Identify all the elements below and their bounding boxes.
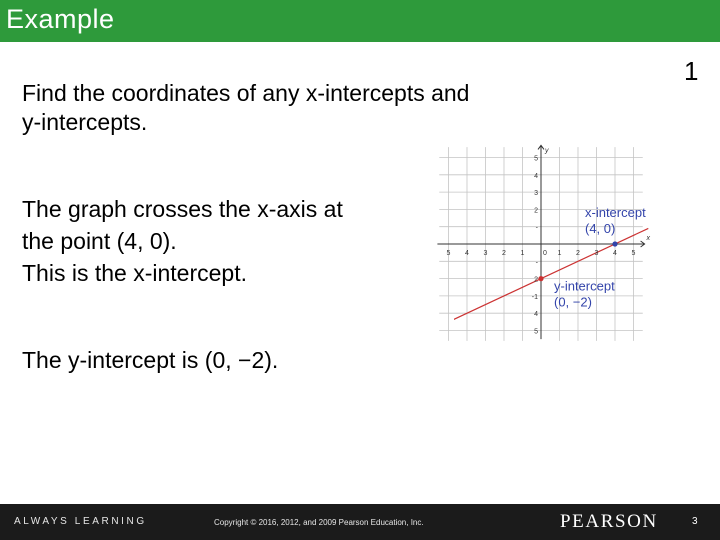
x-tick-label: 1: [520, 250, 525, 257]
y-tick-label: 2: [534, 276, 538, 284]
y-intercept-point: [538, 276, 543, 281]
y-tick-label: -1: [531, 293, 538, 301]
x-tick-label: 3: [483, 250, 488, 257]
y-intercept-label: y-intercept: [554, 278, 615, 294]
explanation-line-3: This is the x-intercept.: [22, 260, 247, 286]
y-intercept-statement: The y-intercept is (0, −2).: [22, 347, 279, 373]
explanation-line-1: The graph crosses the x-axis at: [22, 196, 343, 222]
x-tick-label: 4: [465, 250, 469, 257]
x-intercept-coordinates: (4, 0): [585, 221, 616, 236]
x-tick-label: 5: [446, 250, 451, 257]
page-number: 3: [692, 516, 698, 527]
x-axis-label: x: [646, 235, 650, 242]
y-tick-label: 5: [534, 155, 538, 163]
slide-number: 1: [684, 56, 699, 86]
y-tick-label: 2: [534, 207, 538, 215]
x-tick-label: 0: [543, 250, 547, 257]
header-bar: [0, 0, 720, 42]
pearson-logo: PEARSON: [560, 511, 658, 532]
intercept-points: [535, 205, 646, 310]
x-intercept-explanation: [22, 193, 422, 289]
y-tick-label: 3: [534, 190, 538, 198]
slide-title: Example: [6, 4, 115, 34]
y-tick-label: 4: [534, 172, 538, 180]
footer-tagline: ALWAYS LEARNING: [14, 516, 147, 527]
footer-copyright: Copyright © 2016, 2012, and 2009 Pearson Education, Inc.: [214, 518, 424, 527]
x-tick-label: 3: [594, 250, 599, 257]
x-intercept-label: x-intercept: [585, 205, 646, 220]
x-tick-label: 4: [613, 250, 617, 257]
x-tick-label: 2: [576, 250, 580, 257]
x-intercept-point: [612, 241, 617, 246]
footer-bar: [0, 504, 720, 540]
y-axis-label: y: [545, 147, 549, 155]
x-tick-label: 5: [631, 250, 636, 257]
coordinate-graph: [430, 128, 670, 343]
y-tick-label: -: [535, 259, 538, 267]
y-intercept-coordinates: (0, −2): [554, 294, 592, 310]
question-line-2: y-intercepts.: [22, 109, 148, 135]
question-line-1: Find the coordinates of any x-intercepts and: [22, 80, 470, 106]
y-tick-label: 4: [534, 311, 538, 319]
x-tick-label: 2: [502, 250, 506, 257]
x-tick-label: 1: [557, 250, 562, 257]
y-tick-label: 5: [534, 328, 538, 336]
explanation-line-2: the point (4, 0).: [22, 228, 177, 254]
y-tick-label: -: [535, 224, 538, 232]
